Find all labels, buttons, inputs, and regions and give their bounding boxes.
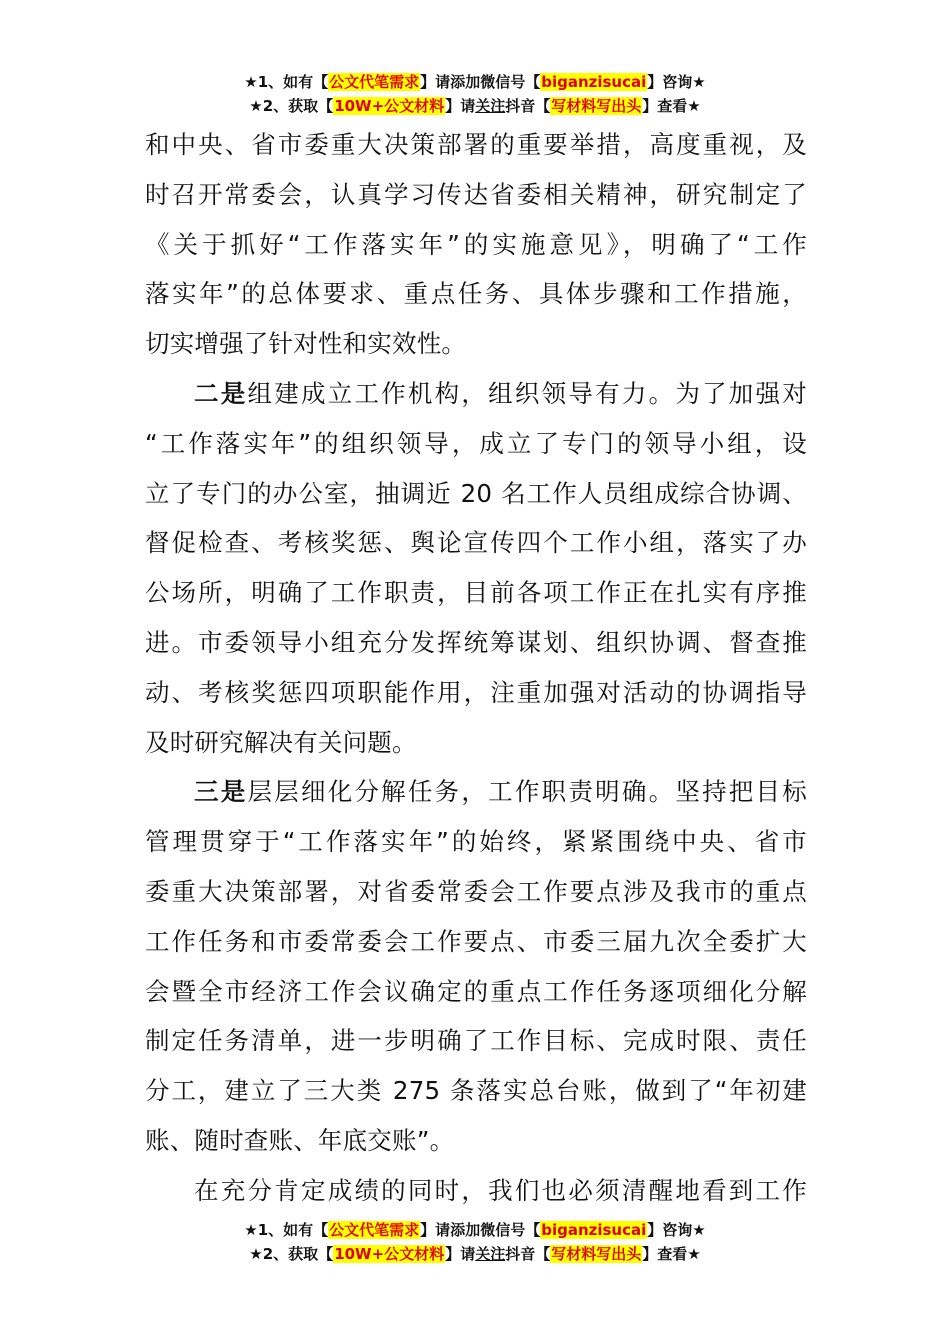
top-banner <box>0 70 950 118</box>
document-body <box>145 120 807 1216</box>
banner-highlight: 公文代笔需求 <box>329 73 420 91</box>
banner-highlight: 10W+公文材料 <box>334 97 445 115</box>
paragraph-lead: 二是 <box>194 378 248 408</box>
banner-line-1: ★1、如有【公文代笔需求】请添加微信号【biganzisucai】咨询★ <box>244 1221 706 1239</box>
banner-line-2: ★2、获取【10W+公文材料】请关注抖音【写材料写出头】查看★ <box>249 97 701 115</box>
bottom-banner <box>0 1218 950 1266</box>
banner-line-2: ★2、获取【10W+公文材料】请关注抖音【写材料写出头】查看★ <box>249 1245 701 1263</box>
banner-highlight: 公文代笔需求 <box>329 1221 420 1239</box>
banner-line-1: ★1、如有【公文代笔需求】请添加微信号【biganzisucai】咨询★ <box>244 73 706 91</box>
banner-highlight: biganzisucai <box>541 73 647 91</box>
banner-highlight: 写材料写出头 <box>551 1245 642 1263</box>
paragraph-4: 在充分肯定成绩的同时，我们也必须清醒地看到工作 <box>194 1175 807 1205</box>
banner-highlight: biganzisucai <box>541 1221 647 1239</box>
banner-highlight: 写材料写出头 <box>551 97 642 115</box>
paragraph-3: 三是层层细化分解任务，工作职责明确。坚持把目标 管理贯穿于“工作落实年”的始终，紧紧围绕中央、省市 委重大决策部署，对省委常委会工作要点涉及我市的重点 工作任务和市委常委会工作要点、市委三届九次全委扩大 会暨全市经济工作会议确定的重点工作任务逐项细化分解 制定任务清单，进一步明确了工作目标、完成时限、责任 分工，建立了三大类 275 条落实总台账，做到了“年初建 账、随时查账、年底交账”。 <box>145 777 807 1155</box>
paragraph-1: 和中央、省市委重大决策部署的重要举措，高度重视，及 时召开常委会，认真学习传达省委相关精神，研究制定了 《关于抓好“工作落实年”的实施意见》，明确了“工作 落实年”的总体要求、重点任务、具体步骤和工作措施， 切实增强了针对性和实效性。 <box>145 130 807 359</box>
paragraph-2: 二是组建成立工作机构，组织领导有力。为了加强对 “工作落实年”的组织领导，成立了专门的领导小组，设 立了专门的办公室，抽调近 20 名工作人员组成综合协调、 督促检查、考核奖惩、舆论宣传四个工作小组，落实了办 公场所，明确了工作职责，目前各项工作正在扎实有序推 进。市委领导小组充分发挥统筹谋划、组织协调、督查推 动、考核奖惩四项职能作用，注重加强对活动的协调指导 及时研究解决有关问题。 <box>145 378 807 757</box>
banner-highlight: 10W+公文材料 <box>334 1245 445 1263</box>
paragraph-lead: 三是 <box>194 777 248 807</box>
